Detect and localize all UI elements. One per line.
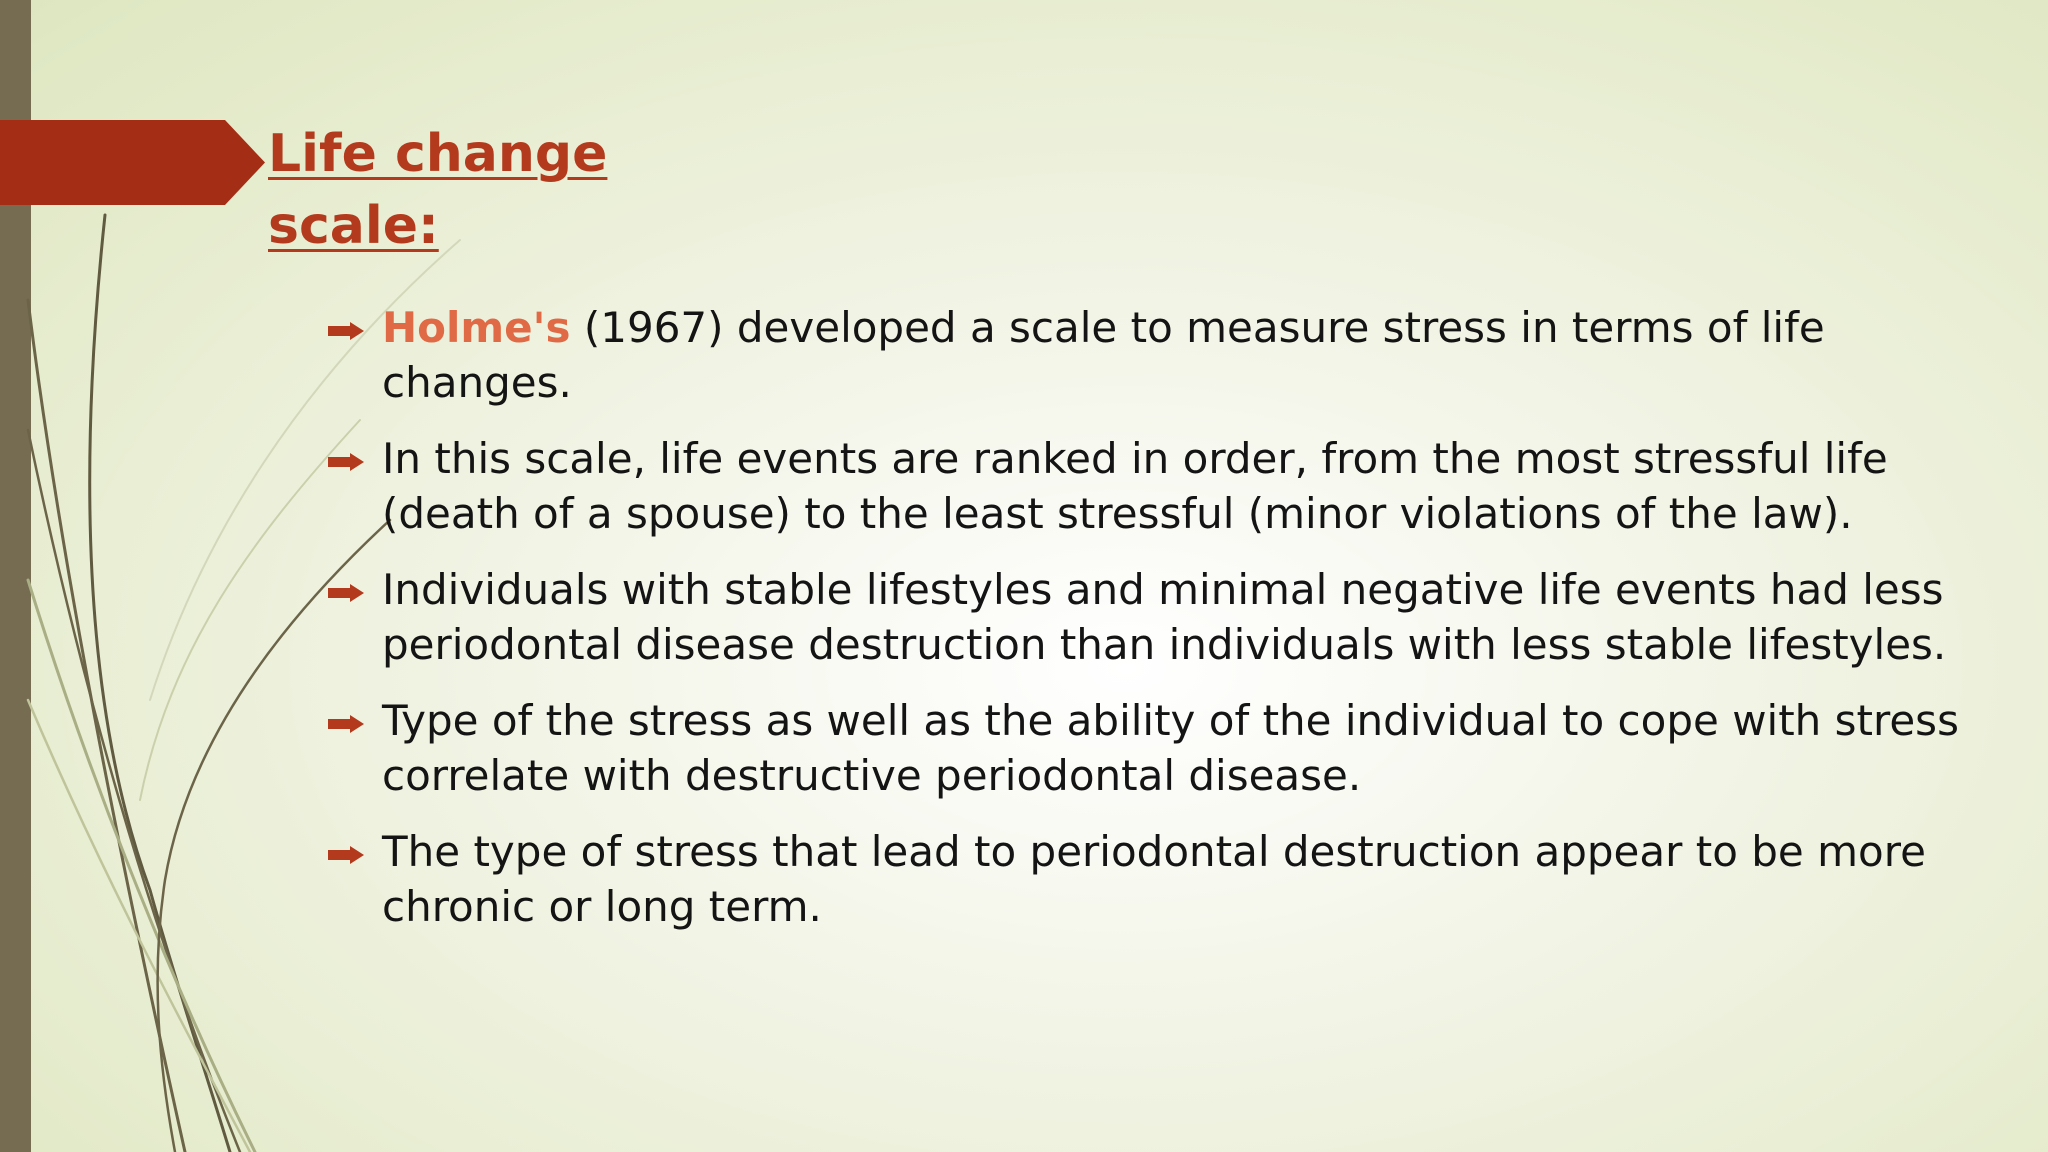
arrow-bullet-icon bbox=[328, 322, 364, 340]
arrow-bullet-icon bbox=[328, 846, 364, 864]
list-item bbox=[320, 300, 2020, 410]
bullet-text: Individuals with stable lifestyles and minimal negative life events had less periodontal disease destruction than individuals with less stable lifestyles. bbox=[382, 565, 1947, 669]
title-banner-tab bbox=[0, 120, 265, 205]
bullet-list bbox=[320, 300, 2020, 955]
list-item bbox=[320, 824, 2020, 934]
slide-title: Life change scale: bbox=[268, 124, 608, 256]
arrow-bullet-icon bbox=[328, 453, 364, 471]
arrow-bullet-icon bbox=[328, 584, 364, 602]
bullet-text: (1967) developed a scale to measure stress in terms of life changes. bbox=[382, 303, 1825, 407]
bullet-text: In this scale, life events are ranked in order, from the most stressful life (death of a spouse) to the least stressful (minor violations of the law). bbox=[382, 434, 1888, 538]
list-item bbox=[320, 431, 2020, 541]
arrow-bullet-icon bbox=[328, 715, 364, 733]
bullet-text: The type of stress that lead to periodontal destruction appear to be more chronic or long term. bbox=[382, 827, 1926, 931]
list-item bbox=[320, 562, 2020, 672]
author-highlight: Holme's bbox=[382, 303, 571, 352]
bullet-text: Type of the stress as well as the ability of the individual to cope with stress correlate with destructive periodontal disease. bbox=[382, 696, 1959, 800]
list-item bbox=[320, 693, 2020, 803]
